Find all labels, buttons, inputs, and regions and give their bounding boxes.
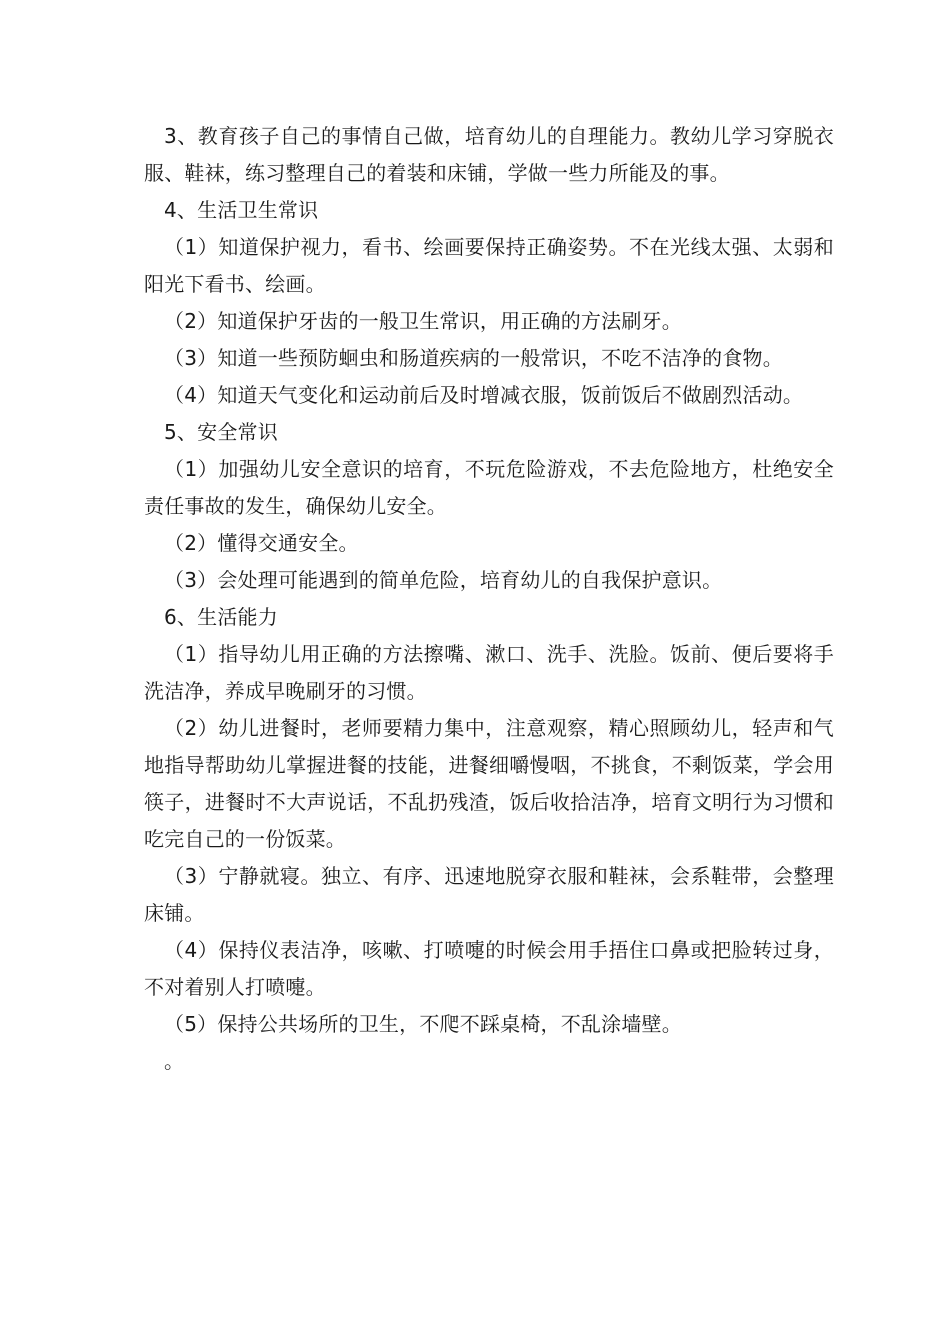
paragraph-meals: （2）幼儿进餐时，老师要精力集中，注意观察，精心照顾幼儿，轻声和气地指导帮助幼儿掌握进餐的技能，进餐细嚼慢咽，不挑食，不剩饭菜，学会用筷子，进餐时不大声说话，不乱扔残渣，饭后收拾洁净，培育文明行为习惯和吃完自己的一份饭菜。 bbox=[144, 716, 834, 851]
paragraph-self-care: 3、教育孩子自己的事情自己做，培育幼儿的自理能力。教幼儿学习穿脱衣服、鞋袜，练习整理自己的着装和床铺，学做一些力所能及的事。 bbox=[144, 124, 834, 185]
heading-safety-knowledge: 5、安全常识 bbox=[164, 420, 278, 444]
paragraph-protect-teeth: （2）知道保护牙齿的一般卫生常识，用正确的方法刷牙。 bbox=[164, 309, 682, 333]
paragraph-public-hygiene: （5）保持公共场所的卫生，不爬不踩桌椅，不乱涂墙壁。 bbox=[164, 1012, 682, 1036]
paragraph-washing: （1）指导幼儿用正确的方法擦嘴、漱口、洗手、洗脸。饭前、便后要将手洗洁净，养成早晚刷牙的习惯。 bbox=[144, 642, 834, 703]
paragraph-trailing-mark: 。 bbox=[164, 1049, 185, 1073]
paragraph-self-protection: （3）会处理可能遇到的简单危险，培育幼儿的自我保护意识。 bbox=[164, 568, 723, 592]
paragraph-protect-vision: （1）知道保护视力，看书、绘画要保持正确姿势。不在光线太强、太弱和阳光下看书、绘画。 bbox=[144, 235, 834, 296]
paragraph-sleeping: （3）宁静就寝。独立、有序、迅速地脱穿衣服和鞋袜，会系鞋带，会整理床铺。 bbox=[144, 864, 834, 925]
paragraph-appearance: （4）保持仪表洁净，咳嗽、打喷嚏的时候会用手捂住口鼻或把脸转过身，不对着别人打喷嚏。 bbox=[144, 938, 834, 999]
heading-hygiene-knowledge: 4、生活卫生常识 bbox=[164, 198, 319, 222]
paragraph-prevent-disease: （3）知道一些预防蛔虫和肠道疾病的一般常识，不吃不洁净的食物。 bbox=[164, 346, 783, 370]
paragraph-weather-clothing: （4）知道天气变化和运动前后及时增减衣服，饭前饭后不做剧烈活动。 bbox=[164, 383, 804, 407]
heading-life-skills: 6、生活能力 bbox=[164, 605, 278, 629]
document-body bbox=[144, 118, 834, 1080]
paragraph-safety-awareness: （1）加强幼儿安全意识的培育，不玩危险游戏，不去危险地方，杜绝安全责任事故的发生，确保幼儿安全。 bbox=[144, 457, 834, 518]
paragraph-traffic-safety: （2）懂得交通安全。 bbox=[164, 531, 359, 555]
